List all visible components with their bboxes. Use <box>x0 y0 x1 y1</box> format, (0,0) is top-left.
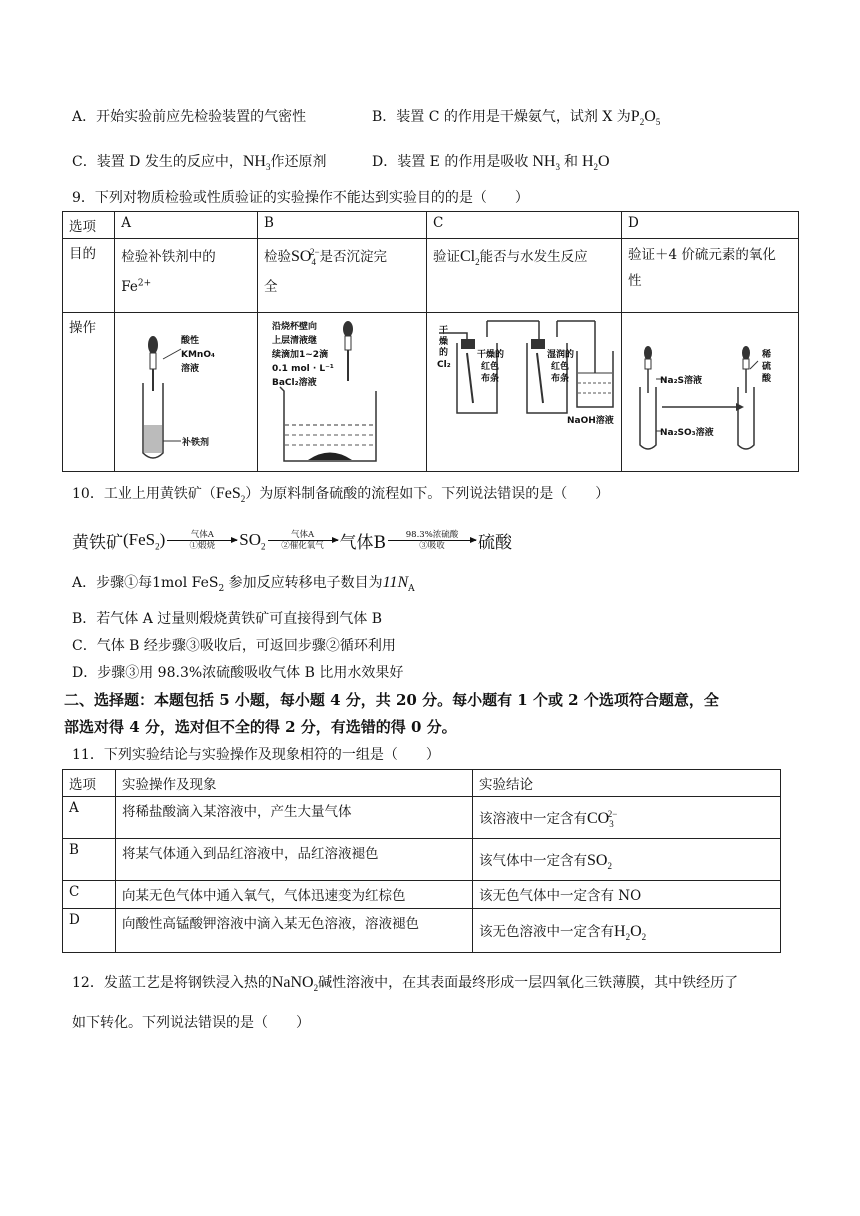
flow-arrow-2: 气体A ②催化氧气 <box>268 530 338 551</box>
section-heading: 二、选择题：本题包括 5 小题，每小题 4 分，共 20 分。每小题有 1 个或 2 个选项符合题意，全 <box>64 691 719 709</box>
gas-bottles-diagram <box>427 313 621 467</box>
table-cell: C <box>63 881 116 909</box>
figure-c <box>426 313 621 472</box>
table-header: D <box>622 212 799 239</box>
table-cell: 向酸性高锰酸钾溶液中滴入某无色溶液，溶液褪色 <box>116 909 473 953</box>
svg-text:干: 干 <box>438 326 448 336</box>
q10-flow: 黄铁矿 (FeS$_2$) 气体A ①煅烧 $SO_2$ 气体A ②催化氧气 气体B 98.3%浓硫酸 ③吸收 硫酸 <box>72 529 513 553</box>
section-heading-line2: 部选对得 4 分，选对但不全的得 2 分，有选错的得 0 分。 <box>64 718 457 736</box>
q9-stem: 9．下列对物质检验或性质验证的实验操作不能达到实验目的的是（ ） <box>72 190 529 206</box>
table-cell: 该溶液中一定含有$CO_3^{2-}$ <box>473 797 781 839</box>
table-cell: 向某无色气体中通入氧气，气体迅速变为红棕色 <box>116 881 473 909</box>
svg-text:Na₂SO₃溶液: Na₂SO₃溶液 <box>660 428 714 438</box>
svg-text:干燥的: 干燥的 <box>476 350 504 360</box>
svg-text:红色: 红色 <box>550 362 569 372</box>
table-header: B <box>257 212 426 239</box>
svg-text:Cl₂: Cl₂ <box>436 360 451 370</box>
table-cell: 该无色溶液中一定含有$H_2O_2$ <box>473 909 781 953</box>
flow-start: 黄铁矿 <box>72 532 123 553</box>
svg-text:的: 的 <box>438 348 448 358</box>
flow-arrow-1: 气体A ①煅烧 <box>167 530 237 551</box>
figure-b <box>257 313 426 472</box>
q9-table <box>62 211 799 472</box>
q8-option-d: D．装置 E 的作用是吸收 $NH_3$ 和 $H_2O$ <box>372 153 610 173</box>
table-cell: 检验补铁剂中的 $Fe^{2+}$ <box>115 239 258 313</box>
svg-text:NaOH溶液: NaOH溶液 <box>566 416 614 426</box>
q10-option-b: B．若气体 A 过量则煅烧黄铁矿可直接得到气体 B <box>72 611 383 627</box>
svg-text:燥: 燥 <box>438 337 448 347</box>
table-header: 选项 <box>63 212 115 239</box>
table-cell: 检验$SO_4^{2-}$是否沉淀完 全 <box>257 239 426 313</box>
table-cell: 将某气体通入到品红溶液中，品红溶液褪色 <box>116 839 473 881</box>
q12-stem-line2: 如下转化。下列说法错误的是（ ） <box>72 1015 310 1031</box>
svg-text:补铁剂: 补铁剂 <box>182 438 210 448</box>
table-cell: 将稀盐酸滴入某溶液中，产生大量气体 <box>116 797 473 839</box>
q8-option-b: B．装置 C 的作用是干燥氨气，试剂 X 为$P_2O_5$ <box>372 108 661 128</box>
table-cell: 目的 <box>63 239 115 313</box>
q11-stem: 11．下列实验结论与实验操作及现象相符的一组是（ ） <box>72 747 440 763</box>
beaker-dropper-diagram <box>258 313 426 467</box>
svg-text:稀: 稀 <box>762 350 772 360</box>
table-header: C <box>426 212 621 239</box>
q10-stem: 10．工业上用黄铁矿（FeS$_2$）为原料制备硫酸的流程如下。下列说法错误的是（ ） <box>72 485 610 505</box>
q12-stem-line1: 12．发蓝工艺是将钢铁浸入热的NaNO$_2$碱性溶液中，在其表面最终形成一层四氧化三铁薄膜，其中铁经历了 <box>72 974 739 994</box>
q10-option-a: A．步骤①每1mol FeS$_2$ 参加反应转移电子数目为$11N_A$ <box>72 574 415 594</box>
table-cell: 该无色气体中一定含有 NO <box>473 881 781 909</box>
table-cell: 操作 <box>63 313 115 472</box>
test-tube-dropper-diagram <box>115 313 255 467</box>
q11-table <box>62 769 781 953</box>
two-tubes-diagram <box>622 313 798 467</box>
svg-text:酸性: 酸性 <box>181 336 200 346</box>
table-header: A <box>115 212 258 239</box>
svg-text:溶液: 溶液 <box>181 364 200 374</box>
q8-option-c: C．装置 D 发生的反应中，$NH_3$作还原剂 <box>72 153 327 173</box>
svg-text:Na₂S溶液: Na₂S溶液 <box>660 376 703 386</box>
svg-text:0.1 mol · L⁻¹: 0.1 mol · L⁻¹ <box>271 364 334 374</box>
svg-text:酸: 酸 <box>762 374 772 384</box>
table-header: 实验结论 <box>473 770 781 797</box>
svg-text:KMnO₄: KMnO₄ <box>181 350 216 360</box>
table-cell: 该气体中一定含有$SO_2$ <box>473 839 781 881</box>
q10-option-d: D．步骤③用 98.3%浓硫酸吸收气体 B 比用水效果好 <box>72 665 404 681</box>
flow-end: 硫酸 <box>478 532 513 553</box>
flow-gas-b: 气体B <box>339 532 387 553</box>
svg-text:上层清液继: 上层清液继 <box>271 336 317 346</box>
table-cell: A <box>63 797 116 839</box>
q10-option-c: C．气体 B 经步骤③吸收后，可返回步骤②循环利用 <box>72 638 396 654</box>
svg-text:红色: 红色 <box>480 362 499 372</box>
figure-a <box>115 313 258 472</box>
table-cell: D <box>63 909 116 953</box>
svg-text:续滴加1~2滴: 续滴加1~2滴 <box>271 350 329 360</box>
svg-text:硫: 硫 <box>762 362 772 372</box>
table-cell: B <box>63 839 116 881</box>
svg-text:布条: 布条 <box>550 374 569 384</box>
figure-d <box>622 313 799 472</box>
svg-text:湿润的: 湿润的 <box>546 350 574 360</box>
table-cell: 验证＋4 价硫元素的氧化 性 <box>622 239 799 313</box>
svg-text:布条: 布条 <box>480 374 499 384</box>
table-header: 实验操作及现象 <box>116 770 473 797</box>
table-cell: 验证$Cl_2$能否与水发生反应 <box>426 239 621 313</box>
flow-arrow-3: 98.3%浓硫酸 ③吸收 <box>388 530 476 551</box>
q8-option-a: A．开始实验前应先检验装置的气密性 <box>72 109 307 125</box>
svg-text:BaCl₂溶液: BaCl₂溶液 <box>271 378 317 388</box>
svg-text:沿烧杯壁向: 沿烧杯壁向 <box>271 322 317 332</box>
table-header: 选项 <box>63 770 116 797</box>
